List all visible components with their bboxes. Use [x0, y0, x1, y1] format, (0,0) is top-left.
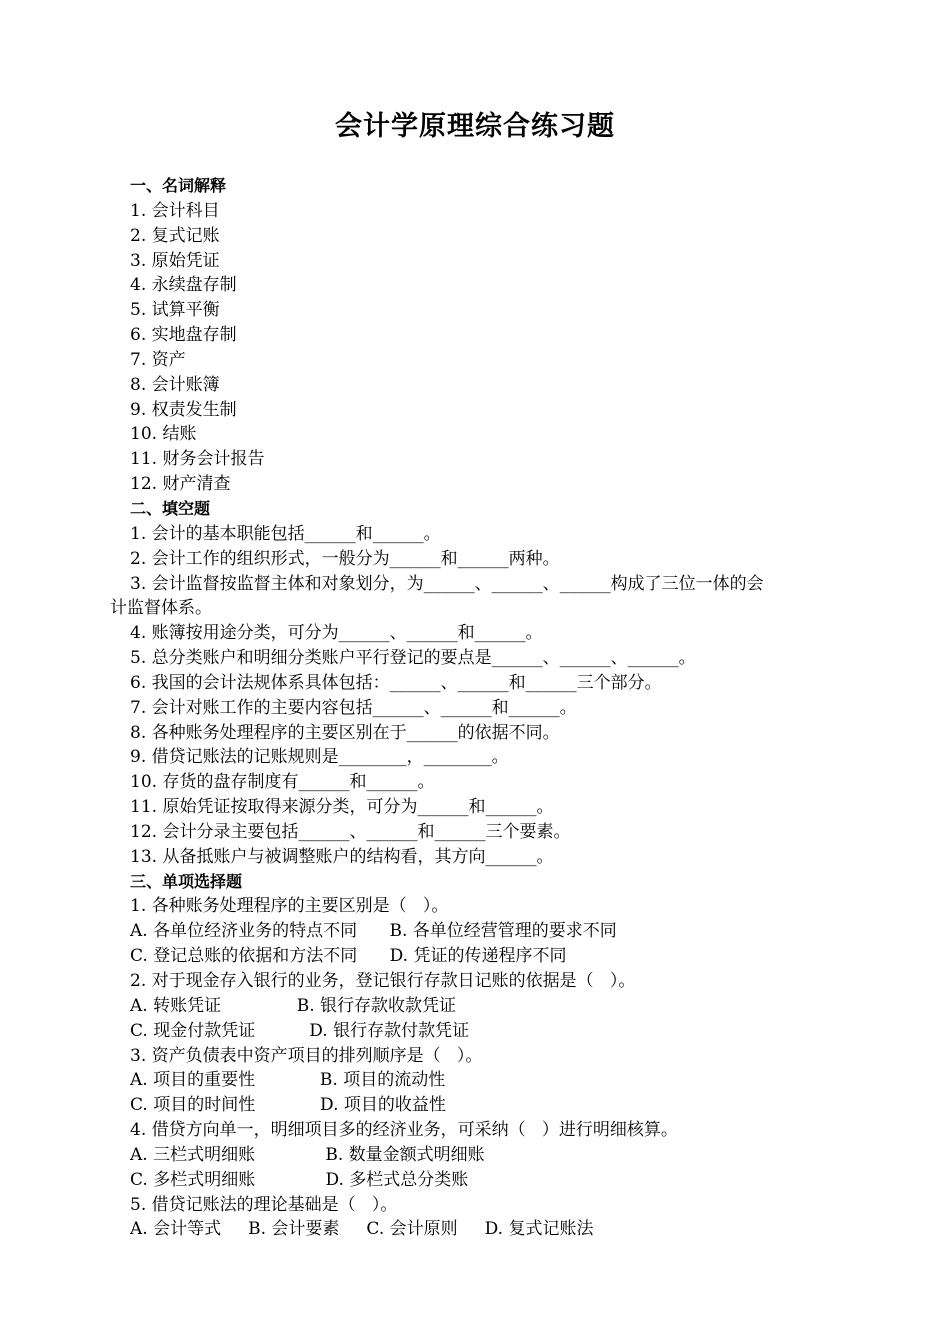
list-item: 12. 会计分录主要包括______、______和______三个要素。	[130, 821, 571, 842]
section-heading-fill-in-blanks: 二、填空题	[130, 498, 211, 518]
list-item: 1. 会计科目	[130, 200, 220, 221]
question-item: 4. 借贷方向单一，明细项目多的经济业务，可采纳（ ）进行明细核算。	[130, 1120, 678, 1141]
list-item: 2. 会计工作的组织形式，一般分为______和______两种。	[130, 548, 560, 569]
document-body	[0, 174, 950, 1242]
choice-options: C. 现金付款凭证 D. 银行存款付款凭证	[130, 1020, 470, 1041]
choice-options: A. 三栏式明细账 B. 数量金额式明细账	[130, 1144, 485, 1165]
choice-options: C. 登记总账的依据和方法不同 D. 凭证的传递程序不同	[130, 946, 567, 967]
list-item: 7. 会计对账工作的主要内容包括______、______和______。	[130, 697, 577, 718]
list-item: 8. 各种账务处理程序的主要区别在于______的依据不同。	[130, 722, 560, 743]
choice-options: A. 会计等式 B. 会计要素 C. 会计原则 D. 复式记账法	[130, 1219, 594, 1240]
list-item: 2. 复式记账	[130, 225, 220, 246]
question-item: 2. 对于现金存入银行的业务，登记银行存款日记账的依据是（ ）。	[130, 971, 636, 991]
list-item: 11. 原始凭证按取得来源分类，可分为______和______。	[130, 797, 554, 818]
list-item: 8. 会计账簿	[130, 374, 220, 395]
question-item: 3. 资产负债表中资产项目的排列顺序是（ ）。	[130, 1045, 483, 1066]
list-item: 13. 从备抵账户与被调整账户的结构看，其方向______。	[130, 846, 554, 867]
choice-options: A. 转账凭证 B. 银行存款收款凭证	[130, 995, 457, 1016]
list-item: 5. 总分类账户和明细分类账户平行登记的要点是______、______、______。	[130, 648, 696, 669]
list-item: 7. 资产	[130, 349, 186, 370]
choice-options: A. 项目的重要性 B. 项目的流动性	[130, 1070, 446, 1091]
section-heading-single-choice: 三、单项选择题	[130, 871, 243, 891]
question-item: 1. 各种账务处理程序的主要区别是（ ）。	[130, 896, 449, 917]
list-item: 5. 试算平衡	[130, 300, 220, 321]
list-item-continuation: 计监督体系。	[110, 598, 212, 619]
list-item: 11. 财务会计报告	[130, 449, 265, 470]
choice-options: A. 各单位经济业务的特点不同 B. 各单位经营管理的要求不同	[130, 921, 617, 942]
list-item: 3. 原始凭证	[130, 250, 220, 271]
list-item: 9. 借贷记账法的记账规则是________，________。	[130, 747, 509, 768]
list-item: 10. 存货的盘存制度有______和______。	[130, 772, 435, 793]
list-item: 10. 结账	[130, 424, 197, 445]
document-title: 会计学原理综合练习题	[335, 111, 615, 142]
choice-options: C. 项目的时间性 D. 项目的收益性	[130, 1095, 446, 1116]
section-heading-term-definitions: 一、名词解释	[130, 176, 227, 195]
list-item: 3. 会计监督按监督主体和对象划分，为______、______、______构成了三位一体的会	[130, 573, 764, 594]
list-item: 4. 账簿按用途分类，可分为______、______和______。	[130, 623, 543, 644]
list-item: 9. 权责发生制	[130, 399, 237, 420]
list-item: 4. 永续盘存制	[130, 275, 237, 296]
question-item: 5. 借贷记账法的理论基础是（ ）。	[130, 1194, 398, 1215]
list-item: 1. 会计的基本职能包括______和______。	[130, 523, 441, 544]
list-item: 6. 我国的会计法规体系具体包括：______、______和______三个部分。	[130, 672, 662, 693]
list-item: 6. 实地盘存制	[130, 325, 237, 346]
choice-options: C. 多栏式明细账 D. 多栏式总分类账	[130, 1169, 469, 1190]
list-item: 12. 财产清查	[130, 474, 231, 495]
